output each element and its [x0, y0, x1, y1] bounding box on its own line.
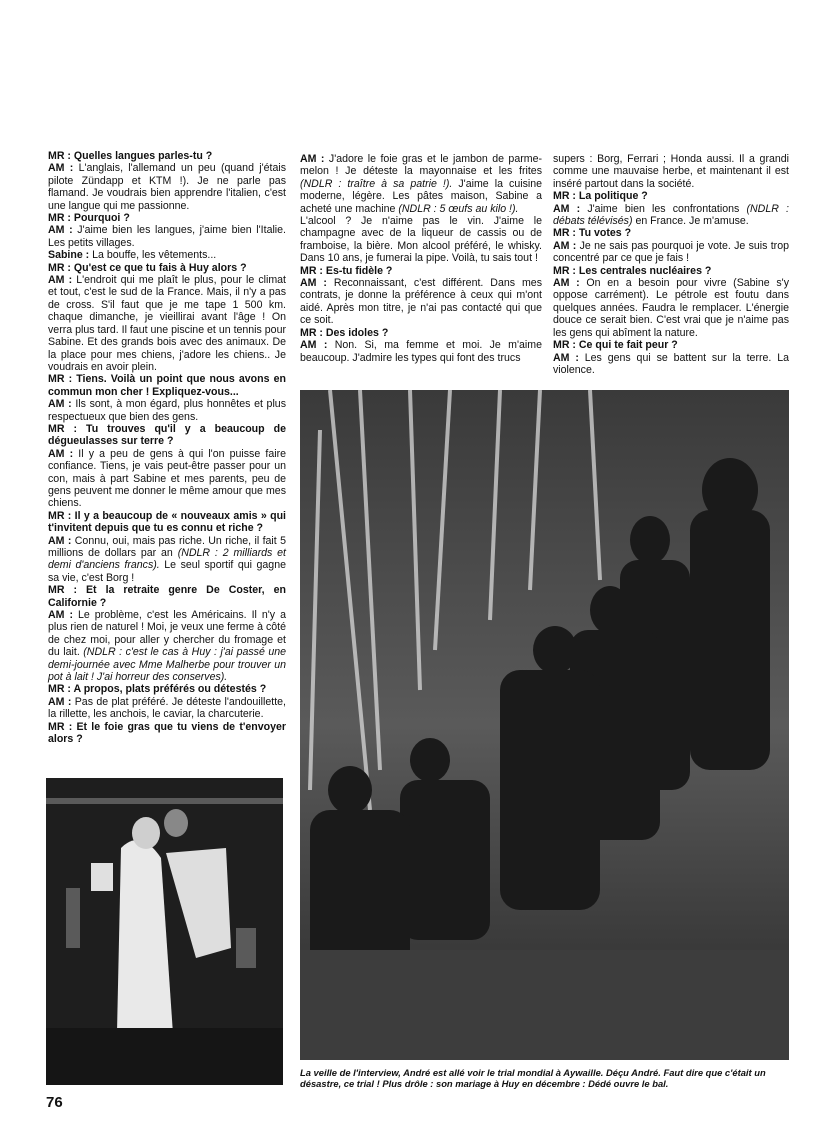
interview-question: MR : Qu'est ce que tu fais à Huy alors ? — [48, 261, 247, 274]
interview-answer: Sabine : La bouffe, les vêtements... — [48, 249, 217, 262]
wedding-dance-photo — [46, 778, 283, 1085]
column-2 — [300, 153, 542, 364]
interview-question: MR : Il y a beaucoup de « nouveaux amis » qui t'invitent depuis que tu es connu et riche ? — [48, 509, 286, 535]
interview-question: MR : A propos, plats préférés ou détestés ? — [48, 683, 267, 696]
trial-crowd-photo — [300, 390, 789, 1060]
interview-answer: AM : Je ne sais pas pourquoi je vote. Je suis trop concentré par ce que je fais ! — [553, 239, 789, 265]
interview-question: MR : La politique ? — [553, 190, 648, 203]
interview-answer: AM : L'endroit qui me plaît le plus, pour le climat et tout, c'est le sud de la France. Mais, il n'y a pas de cross. S'il faut que je me tape 1 500 km. chaque dimanche, je vieillirai avant l'âge ! On verra plus tard. Il faut une piscine et un tennis pour Sabine. Et des grands bois avec des animaux. De la place pour mes chiens, j'adore les chiens.. Je voudrais en avoir plein. — [48, 274, 286, 373]
interview-question: MR : Tu trouves qu'il y a beaucoup de dégueulasses sur terre ? — [48, 422, 286, 448]
interview-question: MR : Tiens. Voilà un point que nous avons en commun mon cher ! Expliquez-vous... — [48, 373, 286, 398]
page-number: 76 — [46, 1094, 63, 1111]
interview-question: MR : Es-tu fidèle ? — [300, 264, 393, 277]
interview-answer: AM : Connu, oui, mais pas riche. Un riche, il fait 5 millions de dollars par an (NDLR : 2 milliards et demi d'anciens francs). Le seul sportif qui gagne sa vie, c'est Borg ! — [48, 534, 286, 584]
interview-answer: AM : Le problème, c'est les Américains. Il n'y a plus rien de naturel ! Moi, je veux une ferme à côté de chez moi, pour aller y chercher du fromage et du lait. (NDLR : c'est le cas à Huy : j'ai passé une demi-journée avec Mme Malherbe pour trouver un pot à lait ! J'ai horreur des conserves). — [48, 609, 287, 684]
interview-question: MR : Et le foie gras que tu viens de t'envoyer alors ? — [48, 720, 286, 746]
interview-answer: AM : J'aime bien les confrontations (NDLR : débats télévisés) en France. Je m'amuse. — [553, 202, 789, 228]
interview-answer: AM : Il y a peu de gens à qui l'on puisse faire confiance. Tiens, je vais peut-être passer pour un con, mais à part Sabine et mes parents, peu de gens peuvent me donner le même amour que mes chiens. — [48, 447, 286, 510]
interview-question: MR : Pourquoi ? — [48, 212, 130, 225]
interview-answer: AM : Reconnaissant, c'est différent. Dans mes contrats, je donne la préférence à ceux qui m'ont aidé. Après mon titre, je n'ai pas contacté qui que ce soit. — [300, 277, 542, 327]
column-3 — [553, 153, 789, 376]
interview-question: MR : Ce qui te fait peur ? — [553, 339, 678, 352]
interview-answer: AM : Pas de plat préféré. Je déteste l'andouillette, la rillette, les anchois, le caviar, la charcuterie. — [48, 695, 286, 721]
interview-answer: AM : L'anglais, l'allemand un peu (quand j'étais pilote Zündapp et KTM !). Je ne parle pas flamand. Je voudrais bien apprendre l'italien, c'est une langue qui me passionne. — [48, 162, 286, 212]
interview-question: MR : Tu votes ? — [553, 227, 632, 240]
interview-answer: AM : J'adore le foie gras et le jambon de parme-melon ! Je déteste la mayonnaise et les frites (NDLR : traître à sa patrie !). J'aime la cuisine moderne, légère. Les pâtes maison, Sabine a acheté une machine (NDLR : 5 œufs au kilo !). — [300, 153, 542, 215]
interview-question: MR : Les centrales nucléaires ? — [553, 264, 712, 277]
interview-question: MR : Et la retraite genre De Coster, en Californie ? — [48, 584, 286, 609]
column-1 — [48, 150, 286, 746]
interview-answer: AM : Non. Si, ma femme et moi. Je m'aime beaucoup. J'admire les types qui font des trucs — [300, 339, 542, 364]
interview-answer: L'alcool ? Je n'aime pas le vin. J'aime le champagne avec de la liqueur de cassis ou de framboise, la bière. Mon alcool préféré, le whisky. Dans 10 ans, je fumerai la pipe. Voilà, tu sais tout ! — [300, 215, 542, 265]
interview-answer: AM : Ils sont, à mon égard, plus honnêtes et plus respectueux que bien des gens. — [48, 398, 286, 423]
photo-caption: La veille de l'interview, André est allé voir le trial mondial à Aywaille. Déçu André. Faut dire que c'était un désastre, ce trial ! Plus drôle : son mariage à Huy en décembre : Dédé ouvre le bal. — [300, 1067, 766, 1089]
interview-answer: AM : Les gens qui se battent sur la terre. La violence. — [553, 351, 789, 376]
interview-answer: supers : Borg, Ferrari ; Honda aussi. Il a grandi comme une mauvaise herbe, et maintenant il est inséré partout dans la société. — [553, 153, 789, 190]
interview-answer: AM : On en a besoin pour vivre (Sabine s'y oppose carrément). Le pétrole est foutu dans quelques années. Faudra le remplacer. L'énergie douce ce serait bien. C'est vrai que je n'aime pas les gens qui abîment la nature. — [553, 277, 789, 339]
interview-question: MR : Quelles langues parles-tu ? — [48, 150, 213, 162]
interview-answer: AM : J'aime bien les langues, j'aime bien l'Italie. Les petits villages. — [48, 224, 286, 249]
interview-question: MR : Des idoles ? — [300, 326, 389, 339]
